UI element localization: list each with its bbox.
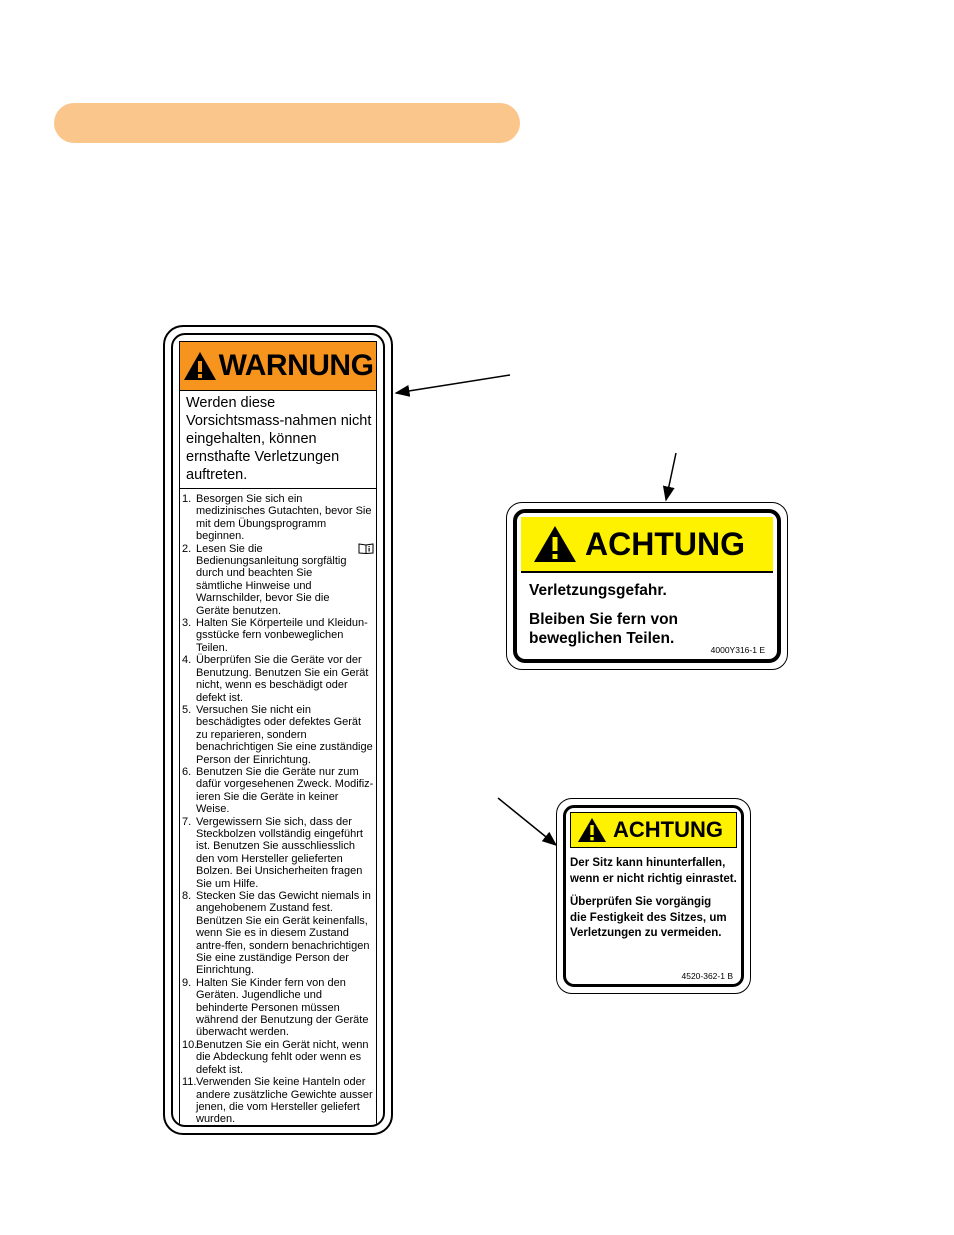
list-item-number: 9. xyxy=(182,976,192,989)
list-item-number: 2. xyxy=(182,542,192,555)
achtung-title: ACHTUNG xyxy=(585,525,745,562)
warnung-part-number xyxy=(311,1126,366,1127)
warning-triangle-icon xyxy=(577,817,607,843)
warnung-list-item xyxy=(182,543,374,617)
list-item-text: Benutzen Sie die Geräte nur zum dafür vorgesehenen Zweck. Modifiz-ieren Sie die Geräte in keiner Weise. xyxy=(196,765,374,816)
list-item-number: 11. xyxy=(182,1076,197,1089)
list-item-text: Besorgen Sie sich ein medizinisches Gutachten, bevor Sie mit dem Übungsprogramm beginnen. xyxy=(196,493,372,543)
list-item-text: Benutzen Sie ein Gerät nicht, wenn die Abdeckung fehlt oder wenn es defekt ist. xyxy=(196,1038,369,1076)
achtung-header xyxy=(570,812,737,848)
achtung-line-2: Bleiben Sie fern von beweglichen Teilen. xyxy=(529,611,679,647)
achtung-paragraph-2: Überprüfen Sie vorgängig die Festigkeit des Sitzes, um Verletzungen zu vermeiden. xyxy=(570,896,727,939)
warning-triangle-icon xyxy=(533,525,577,563)
achtung-label-moving-parts xyxy=(506,502,788,670)
list-item-number: 7. xyxy=(182,815,192,828)
warnung-label xyxy=(163,325,393,1135)
list-item-number: 8. xyxy=(182,890,192,902)
list-item-text: Halten Sie Körperteile und Kleidun-gsstücke fern vonbeweglichen Teilen. xyxy=(196,617,368,654)
list-item-text: Lesen Sie die Bedienungsanleitung sorgfältig durch und beachten Sie sämtliche Hinweise und Warnschilder, bevor Sie die Geräte benutzen. xyxy=(196,542,347,617)
warnung-list-item xyxy=(182,1039,374,1076)
achtung-part-number: 4000Y316-1 E xyxy=(710,645,765,655)
list-item-text xyxy=(196,1126,374,1127)
list-item-text: Stecken Sie das Gewicht niemals in angehobenem Zustand fest. Benützen Sie ein Gerät keinenfalls, wenn Sie es in diesem Zustand antre-ffen, sondern benachrichtigen Sie eine zuständige Person der Einrichtung. xyxy=(196,890,371,977)
list-item-text: Verwenden Sie keine Hanteln oder andere zusätzliche Gewichte ausser jenen, die vom Hersteller geliefert wurden. xyxy=(196,1076,373,1126)
warnung-list-item xyxy=(182,890,374,977)
list-item-number: 10. xyxy=(182,1038,198,1051)
list-item-text: Vergewissern Sie sich, dass der Steckbolzen vollständig eingeführt ist. Benutzen Sie ausschliesslich den vom Hersteller gelieferten Bolzen. Bei Unsicherheiten fragen Sie um Hilfe. xyxy=(196,815,363,890)
list-item-number: 3. xyxy=(182,617,192,630)
list-item-text: Halten Sie Kinder fern von den Geräten. Jugendliche und behinderte Personen müssen während der Benutzung der Geräte überwacht werden. xyxy=(196,976,369,1039)
list-item-number: 1. xyxy=(182,493,192,505)
warnung-title: WARNUNG xyxy=(218,349,374,382)
achtung-part-number: 4520-362-1 B xyxy=(681,971,733,981)
arrow-to-warnung xyxy=(396,375,510,393)
warnung-intro: Werden diese Vorsichtsmass-nahmen nicht eingehalten, können ernsthafte Verletzungen auftreten. xyxy=(179,391,377,489)
warnung-list-item xyxy=(182,493,374,543)
arrow-to-achtung-1 xyxy=(666,453,676,500)
warnung-list-item xyxy=(182,704,374,766)
list-item-number: 4. xyxy=(182,654,192,667)
list-item-text: Versuchen Sie nicht ein beschädigtes oder defektes Gerät zu reparieren, sondern benachrichtigen Sie eine zuständige Person der Einrichtung. xyxy=(196,703,373,766)
warnung-list-item xyxy=(182,816,374,890)
achtung-paragraph-1: Der Sitz kann hinunterfallen, wenn er nicht richtig einrastet. xyxy=(570,857,737,885)
warnung-list-item xyxy=(182,1076,374,1126)
achtung-label-seat xyxy=(556,798,751,994)
warnung-list-item xyxy=(182,617,374,654)
achtung-header xyxy=(521,517,773,573)
list-item-number: 5. xyxy=(182,703,192,716)
warnung-list-item xyxy=(182,654,374,704)
warning-triangle-icon xyxy=(183,351,217,381)
list-item-number xyxy=(182,1126,196,1127)
warnung-list-item xyxy=(182,766,374,816)
manual-book-icon xyxy=(358,543,374,554)
warnung-list-item xyxy=(182,1126,374,1127)
arrow-to-achtung-2 xyxy=(498,798,556,845)
warnung-instructions-list xyxy=(179,489,377,1127)
achtung-line-1: Verletzungsgefahr. xyxy=(529,582,667,599)
achtung-title: ACHTUNG xyxy=(613,817,723,842)
list-item-text: Überprüfen Sie die Geräte vor der Benutzung. Benutzen Sie ein Gerät nicht, wenn es beschädigt oder defekt ist. xyxy=(196,654,369,704)
warnung-header xyxy=(179,341,377,391)
warnung-list-item xyxy=(182,977,374,1039)
list-item-number: 6. xyxy=(182,765,192,778)
